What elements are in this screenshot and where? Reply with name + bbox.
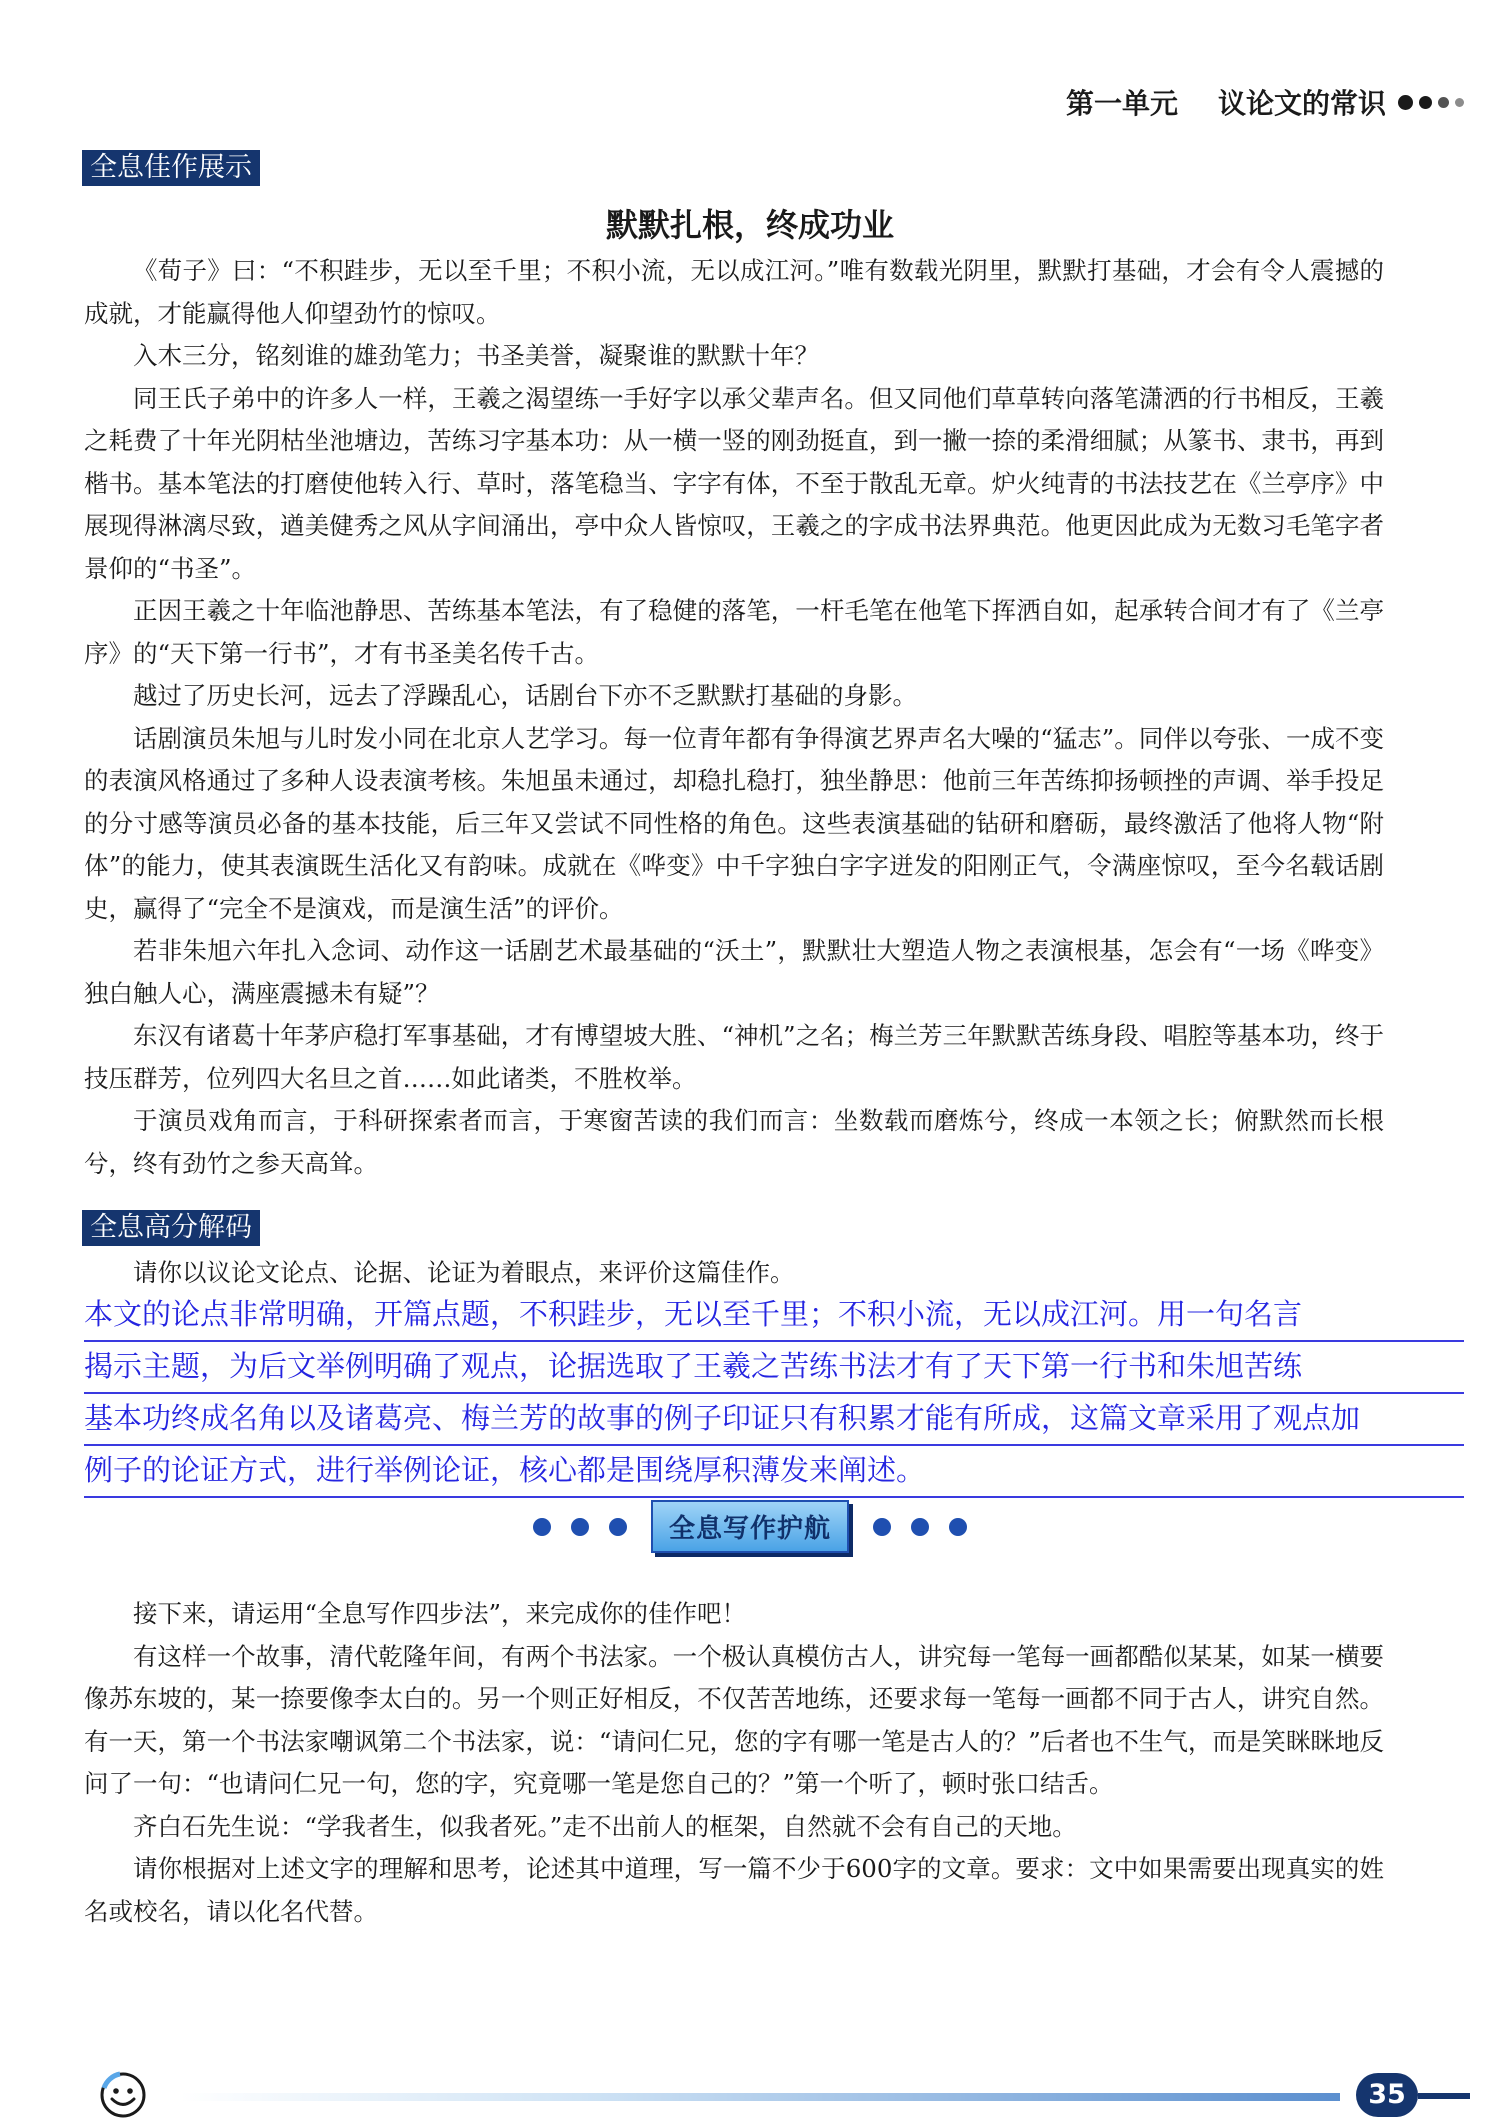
answer-line: 基本功终成名角以及诸葛亮、梅兰芳的故事的例子印证只有积累才能有所成，这篇文章采用了观点加 xyxy=(84,1394,1464,1446)
dots-decoration-icon xyxy=(1398,95,1470,110)
footer-line xyxy=(180,2093,1340,2101)
unit-label: 第一单元 xyxy=(1065,87,1178,120)
essay-paragraph: 东汉有诸葛十年茅庐稳打军事基础，才有博望坡大胜、“神机”之名；梅兰芳三年默默苦练身段、唱腔等基本功，终于技压群芳，位列四大名旦之首……如此诸类，不胜枚举。 xyxy=(84,1021,1384,1093)
writing-task xyxy=(84,1593,1384,1933)
banner-label: 全息写作护航 xyxy=(651,1500,849,1553)
section-tag-decode: 全息高分解码 xyxy=(82,1210,260,1246)
task-paragraph: 齐白石先生说：“学我者生，似我者死。”走不出前人的框架，自然就不会有自己的天地。 xyxy=(133,1811,1077,1841)
essay-paragraph: 若非朱旭六年扎入念词、动作这一话剧艺术最基础的“沃土”，默默壮大塑造人物之表演根基，怎会有“一场《哗变》独白触人心，满座震撼未有疑”？ xyxy=(84,936,1384,1008)
question-text: 请你以议论文论点、论据、论证为着眼点，来评价这篇佳作。 xyxy=(133,1258,795,1287)
answer-line: 例子的论证方式，进行举例论证，核心都是围绕厚积薄发来阐述。 xyxy=(84,1446,1464,1498)
banner-dot xyxy=(609,1518,627,1536)
smiley-face-icon xyxy=(98,2070,148,2120)
essay-paragraph: 入木三分，铭刻谁的雄劲笔力；书圣美誉，凝聚谁的默默十年？ xyxy=(133,341,819,370)
essay-paragraph: 正因王羲之十年临池静思、苦练基本笔法，有了稳健的落笔，一杆毛笔在他笔下挥洒自如，起承转合间才有了《兰亭序》的“天下第一行书”，才有书圣美名传千古。 xyxy=(84,596,1384,668)
essay-paragraph: 同王氏子弟中的许多人一样，王羲之渴望练一手好字以承父辈声名。但又同他们草草转向落笔潇洒的行书相反，王羲之耗费了十年光阴枯坐池塘边，苦练习字基本功：从一横一竖的刚劲挺直，到一撇一捺的柔滑细腻；从篆书、隶书，再到楷书。基本笔法的打磨使他转入行、草时，落笔稳当、字字有体，不至于散乱无章。炉火纯青的书法技艺在《兰亭序》中展现得淋漓尽致，遒美健秀之风从字间涌出，亭中众人皆惊叹，王羲之的字成书法界典范。他更因此成为无数习毛笔字者景仰的“书圣”。 xyxy=(84,383,1384,583)
writing-guide-banner xyxy=(0,1500,1500,1553)
question-block xyxy=(84,1252,1384,1295)
page-number: 35 xyxy=(1356,2073,1418,2117)
task-paragraph: 接下来，请运用“全息写作四步法”，来完成你的佳作吧！ xyxy=(133,1599,747,1628)
task-paragraph: 请你根据对上述文字的理解和思考，论述其中道理，写一篇不少于600字的文章。要求：文中如果需要出现真实的姓名或校名，请以化名代替。 xyxy=(84,1854,1384,1926)
essay-paragraph: 越过了历史长河，远去了浮躁乱心，话剧台下亦不乏默默打基础的身影。 xyxy=(133,681,917,710)
essay-paragraph: 于演员戏角而言，于科研探索者而言，于寒窗苦读的我们而言：坐数载而磨炼兮，终成一本领之长；俯默然而长根兮，终有劲竹之参天高耸。 xyxy=(84,1106,1384,1178)
answer-line: 揭示主题，为后文举例明确了观点，论据选取了王羲之苦练书法才有了天下第一行书和朱旭苦练 xyxy=(84,1342,1464,1394)
banner-dot xyxy=(873,1518,891,1536)
answer-line: 本文的论点非常明确，开篇点题，不积跬步，无以至千里；不积小流，无以成江河。用一句名言 xyxy=(84,1290,1464,1342)
banner-dot xyxy=(949,1518,967,1536)
essay-title: 默默扎根，终成功业 xyxy=(605,206,894,244)
essay-paragraph: 话剧演员朱旭与儿时发小同在北京人艺学习。每一位青年都有争得演艺界声名大噪的“猛志”。同伴以夸张、一成不变的表演风格通过了多种人设表演考核。朱旭虽未通过，却稳扎稳打，独坐静思：他前三年苦练抑扬顿挫的声调、举手投足的分寸感等演员必备的基本技能，后三年又尝试不同性格的角色。这些表演基础的钻研和磨砺，最终激活了他将人物“附体”的能力，使其表演既生活化又有韵味。成就在《哗变》中千字独白字字迸发的阳刚正气，令满座惊叹，至今名载话剧史，赢得了“完全不是演戏，而是演生活”的评价。 xyxy=(84,723,1384,923)
chapter-title: 议论文的常识 xyxy=(1217,87,1386,120)
section-tag-showcase: 全息佳作展示 xyxy=(82,150,260,186)
banner-dot xyxy=(911,1518,929,1536)
banner-dot xyxy=(571,1518,589,1536)
banner-dot xyxy=(533,1518,551,1536)
essay-paragraph: 《荀子》曰：“不积跬步，无以至千里；不积小流，无以成江河。”唯有数载光阴里，默默打基础，才会有令人震撼的成就，才能赢得他人仰望劲竹的惊叹。 xyxy=(84,256,1384,328)
footer-tail xyxy=(1418,2093,1470,2099)
answer-block xyxy=(84,1290,1464,1498)
essay-body xyxy=(84,250,1384,1185)
task-paragraph: 有这样一个故事，清代乾隆年间，有两个书法家。一个极认真模仿古人，讲究每一笔每一画都酷似某某，如某一横要像苏东坡的，某一捺要像李太白的。另一个则正好相反，不仅苦苦地练，还要求每一笔每一画都不同于古人，讲究自然。有一天，第一个书法家嘲讽第二个书法家，说：“请问仁兄，您的字有哪一笔是古人的？”后者也不生气，而是笑眯眯地反问了一句：“也请问仁兄一句，您的字，究竟哪一笔是您自己的？”第一个听了，顿时张口结舌。 xyxy=(84,1641,1384,1798)
page-header xyxy=(1066,82,1470,122)
